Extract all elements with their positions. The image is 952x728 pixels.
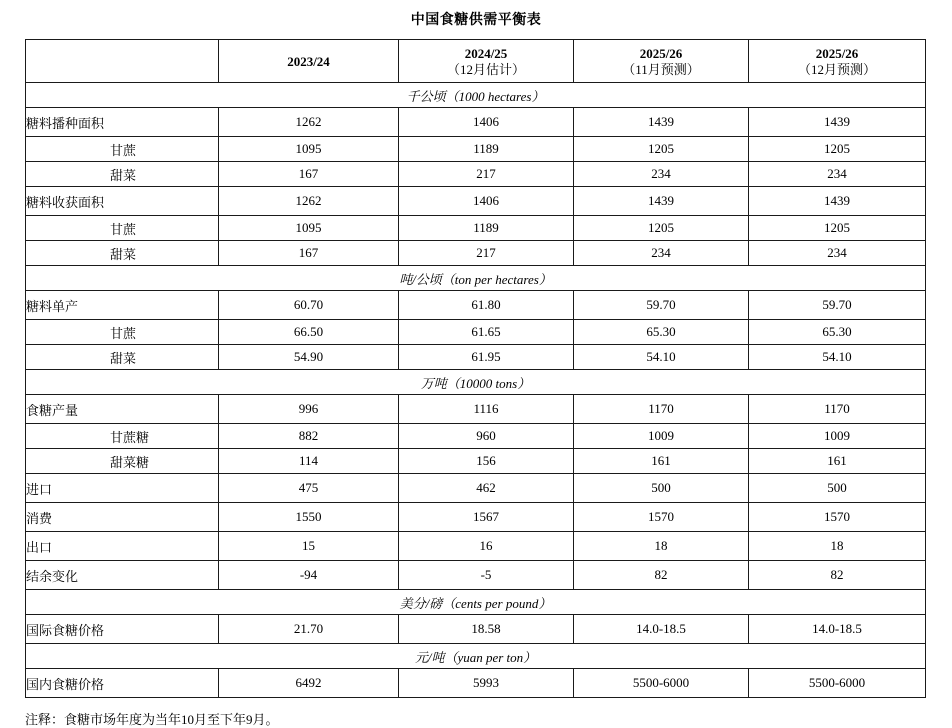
value-cell: 1439 <box>574 108 749 137</box>
header-cell <box>574 40 749 83</box>
row-label: 甜菜糖 <box>26 449 219 474</box>
sugar-supply-demand-table <box>25 39 926 698</box>
value-cell: 217 <box>399 162 574 187</box>
unit-section-row <box>26 370 926 395</box>
unit-section-row <box>26 644 926 669</box>
unit-section-row <box>26 266 926 291</box>
value-cell: 1262 <box>219 108 399 137</box>
value-cell: 1439 <box>749 187 926 216</box>
table-row <box>26 615 926 644</box>
value-cell: 5500-6000 <box>574 669 749 698</box>
unit-section-row <box>26 83 926 108</box>
value-cell: 1170 <box>749 395 926 424</box>
value-cell: 500 <box>574 474 749 503</box>
value-cell: 156 <box>399 449 574 474</box>
value-cell: 1009 <box>574 424 749 449</box>
table-row <box>26 187 926 216</box>
value-cell: 61.80 <box>399 291 574 320</box>
value-cell: 60.70 <box>219 291 399 320</box>
row-label: 甘蔗 <box>26 320 219 345</box>
header-year-label: 2023/24 <box>287 53 330 69</box>
value-cell: 82 <box>749 561 926 590</box>
header-year-label: 2024/25 <box>464 45 508 61</box>
table-row <box>26 395 926 424</box>
row-label: 甜菜 <box>26 162 219 187</box>
value-cell: 18 <box>749 532 926 561</box>
value-cell: 1095 <box>219 137 399 162</box>
value-cell: 161 <box>749 449 926 474</box>
value-cell: 1406 <box>399 108 574 137</box>
page-title: 中国食糖供需平衡表 <box>410 13 542 28</box>
value-cell: 18.58 <box>399 615 574 644</box>
value-cell: -94 <box>219 561 399 590</box>
value-cell: 167 <box>219 241 399 266</box>
value-cell: 5993 <box>399 669 574 698</box>
value-cell: 1009 <box>749 424 926 449</box>
value-cell: 59.70 <box>574 291 749 320</box>
table-row <box>26 320 926 345</box>
row-label: 出口 <box>26 532 219 561</box>
value-cell: 1205 <box>574 137 749 162</box>
value-cell: 14.0-18.5 <box>749 615 926 644</box>
header-row <box>26 40 926 83</box>
table-row <box>26 137 926 162</box>
value-cell: 1205 <box>749 216 926 241</box>
value-cell: 234 <box>749 241 926 266</box>
value-cell: 1439 <box>749 108 926 137</box>
value-cell: 1550 <box>219 503 399 532</box>
value-cell: 161 <box>574 449 749 474</box>
row-label: 国内食糖价格 <box>26 669 219 698</box>
header-note-label: （12月预测） <box>797 61 876 77</box>
table-row <box>26 449 926 474</box>
table-row <box>26 669 926 698</box>
value-cell: 882 <box>219 424 399 449</box>
value-cell: 82 <box>574 561 749 590</box>
value-cell: 996 <box>219 395 399 424</box>
value-cell: 54.10 <box>749 345 926 370</box>
value-cell: 1262 <box>219 187 399 216</box>
table-row <box>26 503 926 532</box>
value-cell: 5500-6000 <box>749 669 926 698</box>
value-cell: 1205 <box>574 216 749 241</box>
value-cell: 500 <box>749 474 926 503</box>
row-label: 食糖产量 <box>26 395 219 424</box>
value-cell: 234 <box>749 162 926 187</box>
row-label: 甜菜 <box>26 241 219 266</box>
value-cell: 1095 <box>219 216 399 241</box>
value-cell: 960 <box>399 424 574 449</box>
value-cell: 1170 <box>574 395 749 424</box>
value-cell: 234 <box>574 162 749 187</box>
value-cell: 1570 <box>574 503 749 532</box>
value-cell: 1189 <box>399 216 574 241</box>
row-label: 进口 <box>26 474 219 503</box>
value-cell: 1406 <box>399 187 574 216</box>
value-cell: 6492 <box>219 669 399 698</box>
footnote: 注释：食糖市场年度为当年10月至下年9月。 <box>25 712 279 727</box>
value-cell: 475 <box>219 474 399 503</box>
value-cell: 61.95 <box>399 345 574 370</box>
row-label: 甜菜 <box>26 345 219 370</box>
header-note-label: （12月估计） <box>446 61 525 77</box>
value-cell: 14.0-18.5 <box>574 615 749 644</box>
value-cell: 1205 <box>749 137 926 162</box>
row-label: 糖料收获面积 <box>26 187 219 216</box>
value-cell: 18 <box>574 532 749 561</box>
row-label: 消费 <box>26 503 219 532</box>
row-label: 国际食糖价格 <box>26 615 219 644</box>
table-row <box>26 532 926 561</box>
table-row <box>26 108 926 137</box>
value-cell: 462 <box>399 474 574 503</box>
header-cell <box>219 40 399 83</box>
header-year-label: 2025/26 <box>639 45 683 61</box>
unit-section-label: 万吨（10000 tons） <box>26 370 926 395</box>
value-cell: 16 <box>399 532 574 561</box>
table-row <box>26 162 926 187</box>
unit-section-label: 美分/磅（cents per pound） <box>26 590 926 615</box>
unit-section-label: 吨/公顷（ton per hectares） <box>26 266 926 291</box>
value-cell: 1570 <box>749 503 926 532</box>
value-cell: 167 <box>219 162 399 187</box>
header-note-label: （11月预测） <box>622 61 700 77</box>
table-row <box>26 424 926 449</box>
row-label: 结余变化 <box>26 561 219 590</box>
header-cell <box>399 40 574 83</box>
value-cell: 15 <box>219 532 399 561</box>
header-year-label: 2025/26 <box>815 45 859 61</box>
value-cell: 61.65 <box>399 320 574 345</box>
value-cell: 217 <box>399 241 574 266</box>
row-label: 甘蔗糖 <box>26 424 219 449</box>
row-label: 甘蔗 <box>26 216 219 241</box>
value-cell: 1116 <box>399 395 574 424</box>
table-row <box>26 241 926 266</box>
table-row <box>26 216 926 241</box>
value-cell: 1439 <box>574 187 749 216</box>
table-row <box>26 345 926 370</box>
header-empty-cell <box>26 40 219 83</box>
value-cell: 65.30 <box>749 320 926 345</box>
header-cell <box>749 40 926 83</box>
value-cell: 54.10 <box>574 345 749 370</box>
value-cell: 21.70 <box>219 615 399 644</box>
unit-section-label: 元/吨（yuan per ton） <box>26 644 926 669</box>
value-cell: 66.50 <box>219 320 399 345</box>
value-cell: 65.30 <box>574 320 749 345</box>
table-row <box>26 291 926 320</box>
row-label: 糖料单产 <box>26 291 219 320</box>
value-cell: 54.90 <box>219 345 399 370</box>
row-label: 糖料播种面积 <box>26 108 219 137</box>
value-cell: 234 <box>574 241 749 266</box>
value-cell: 59.70 <box>749 291 926 320</box>
row-label: 甘蔗 <box>26 137 219 162</box>
unit-section-row <box>26 590 926 615</box>
value-cell: 1567 <box>399 503 574 532</box>
value-cell: 1189 <box>399 137 574 162</box>
value-cell: 114 <box>219 449 399 474</box>
unit-section-label: 千公顷（1000 hectares） <box>26 83 926 108</box>
table-row <box>26 561 926 590</box>
value-cell: -5 <box>399 561 574 590</box>
table-row <box>26 474 926 503</box>
